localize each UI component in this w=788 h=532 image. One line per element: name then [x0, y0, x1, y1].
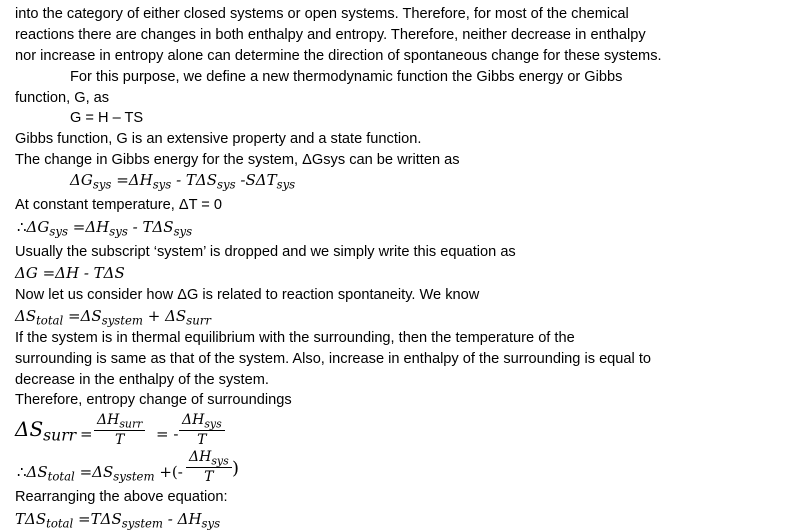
- frac1-den: T: [115, 432, 125, 448]
- frac1-num: ΔH: [97, 412, 120, 428]
- eq1-sub: sys: [276, 177, 296, 192]
- frac2-den: T: [197, 432, 207, 448]
- spontaneity-intro: Now let us consider how ΔG is related to reaction spontaneity. We know: [15, 287, 480, 303]
- eq6-sub: total: [47, 469, 75, 484]
- eq1-SdT: -SΔT: [235, 171, 277, 189]
- eq1-dG: ΔG: [70, 171, 93, 189]
- eq1-sub: sys: [152, 177, 172, 192]
- eq4-sub: total: [36, 313, 64, 328]
- para2-line1: For this purpose, we define a new thermodynamic function the Gibbs energy or Gibbs: [70, 69, 623, 85]
- frac2-num: ΔH: [182, 412, 205, 428]
- eq2-sub: sys: [109, 224, 128, 239]
- eq2-sub: sys: [49, 224, 68, 239]
- para3-line3: decrease in the enthalpy of the system.: [15, 372, 269, 388]
- therefore-symbol: ∴: [17, 463, 27, 481]
- eq7-minus: - ΔH: [163, 510, 202, 528]
- eq1-TdS: - TΔS: [171, 171, 218, 189]
- eq7-sub: sys: [201, 516, 221, 531]
- frac2-num-sub: sys: [204, 417, 222, 431]
- eq1-sub: sys: [217, 177, 236, 192]
- eq7-TdS: TΔS: [15, 510, 47, 528]
- total-entropy-equation: [15, 307, 211, 328]
- gibbs-change-equation: [70, 171, 296, 192]
- entropy-surroundings-intro: Therefore, entropy change of surroundings: [15, 392, 292, 408]
- eq7-eq: =TΔS: [73, 510, 122, 528]
- eq6-dS: ΔS: [26, 463, 48, 481]
- subscript-dropped-text: Usually the subscript ‘system’ is dropped and we simply write this equation as: [15, 244, 516, 260]
- eq1-sub: sys: [92, 177, 112, 192]
- therefore-symbol: ∴: [17, 218, 27, 236]
- eq5-sub: surr: [43, 426, 77, 445]
- eq7-sub: total: [46, 516, 74, 531]
- frac3-num-sub: sys: [211, 454, 229, 468]
- para3-line2: surrounding is same as that of the system. Also, increase in enthalpy of the surrounding is equal to: [15, 351, 651, 367]
- constant-temperature-text: At constant temperature, ΔT = 0: [15, 197, 223, 213]
- gibbs-change-intro: The change in Gibbs energy for the system, ΔGsys can be written as: [15, 152, 460, 168]
- para1-line3: nor increase in entropy alone can determine the direction of spontaneous change for these systems.: [15, 48, 662, 64]
- eq4-sub: surr: [186, 313, 211, 328]
- eq5-equals-minus: = -: [156, 425, 179, 443]
- eq6-sub: system: [113, 469, 155, 484]
- eq6-plus: +(-: [154, 463, 183, 481]
- frac3-num: ΔH: [189, 449, 212, 465]
- eq4-plus: + ΔS: [143, 307, 187, 325]
- eq2-dH: =ΔH: [67, 218, 110, 236]
- eq2-TdS: - TΔS: [127, 218, 174, 236]
- gibbs-constant-t-equation: [17, 218, 193, 239]
- surr-entropy-fraction-2: [179, 412, 225, 449]
- eq6-eq: =ΔS: [74, 463, 114, 481]
- eq7-sub: system: [121, 516, 164, 531]
- rearranging-text: Rearranging the above equation:: [15, 489, 228, 505]
- para2-line2: function, G, as: [15, 90, 110, 106]
- eq5-dS: ΔS: [15, 417, 44, 441]
- total-entropy-fraction: [186, 449, 232, 486]
- frac3-den: T: [204, 469, 214, 485]
- surr-entropy-fraction-1: [94, 412, 145, 449]
- frac1-num-sub: surr: [119, 417, 143, 431]
- para1-line2: reactions there are changes in both enthalpy and entropy. Therefore, neither decrease in enthalpy: [15, 27, 646, 43]
- total-entropy-substituted-lhs: [17, 463, 183, 484]
- gibbs-property-text: Gibbs function, G is an extensive property and a state function.: [15, 131, 422, 147]
- para1-line1: into the category of either closed systems or open systems. Therefore, for most of the chemical: [15, 6, 629, 22]
- eq5-equals: =: [80, 425, 93, 443]
- eq4-sub: system: [101, 313, 143, 328]
- para3-line1: If the system is in thermal equilibrium with the surrounding, then the temperature of the: [15, 330, 575, 346]
- gibbs-simple-equation: ΔG =ΔH - TΔS: [15, 264, 125, 282]
- surr-entropy-lhs: [15, 417, 77, 445]
- eq4-dS: ΔS: [15, 307, 37, 325]
- eq1-dH: =ΔH: [111, 171, 153, 189]
- eq4-eq: =ΔS: [63, 307, 102, 325]
- eq2-dG: ΔG: [26, 218, 50, 236]
- gibbs-definition-equation: G = H – TS: [70, 110, 144, 126]
- eq6-close-paren: ): [232, 458, 240, 479]
- rearranged-equation: [15, 510, 221, 531]
- eq2-sub: sys: [173, 224, 193, 239]
